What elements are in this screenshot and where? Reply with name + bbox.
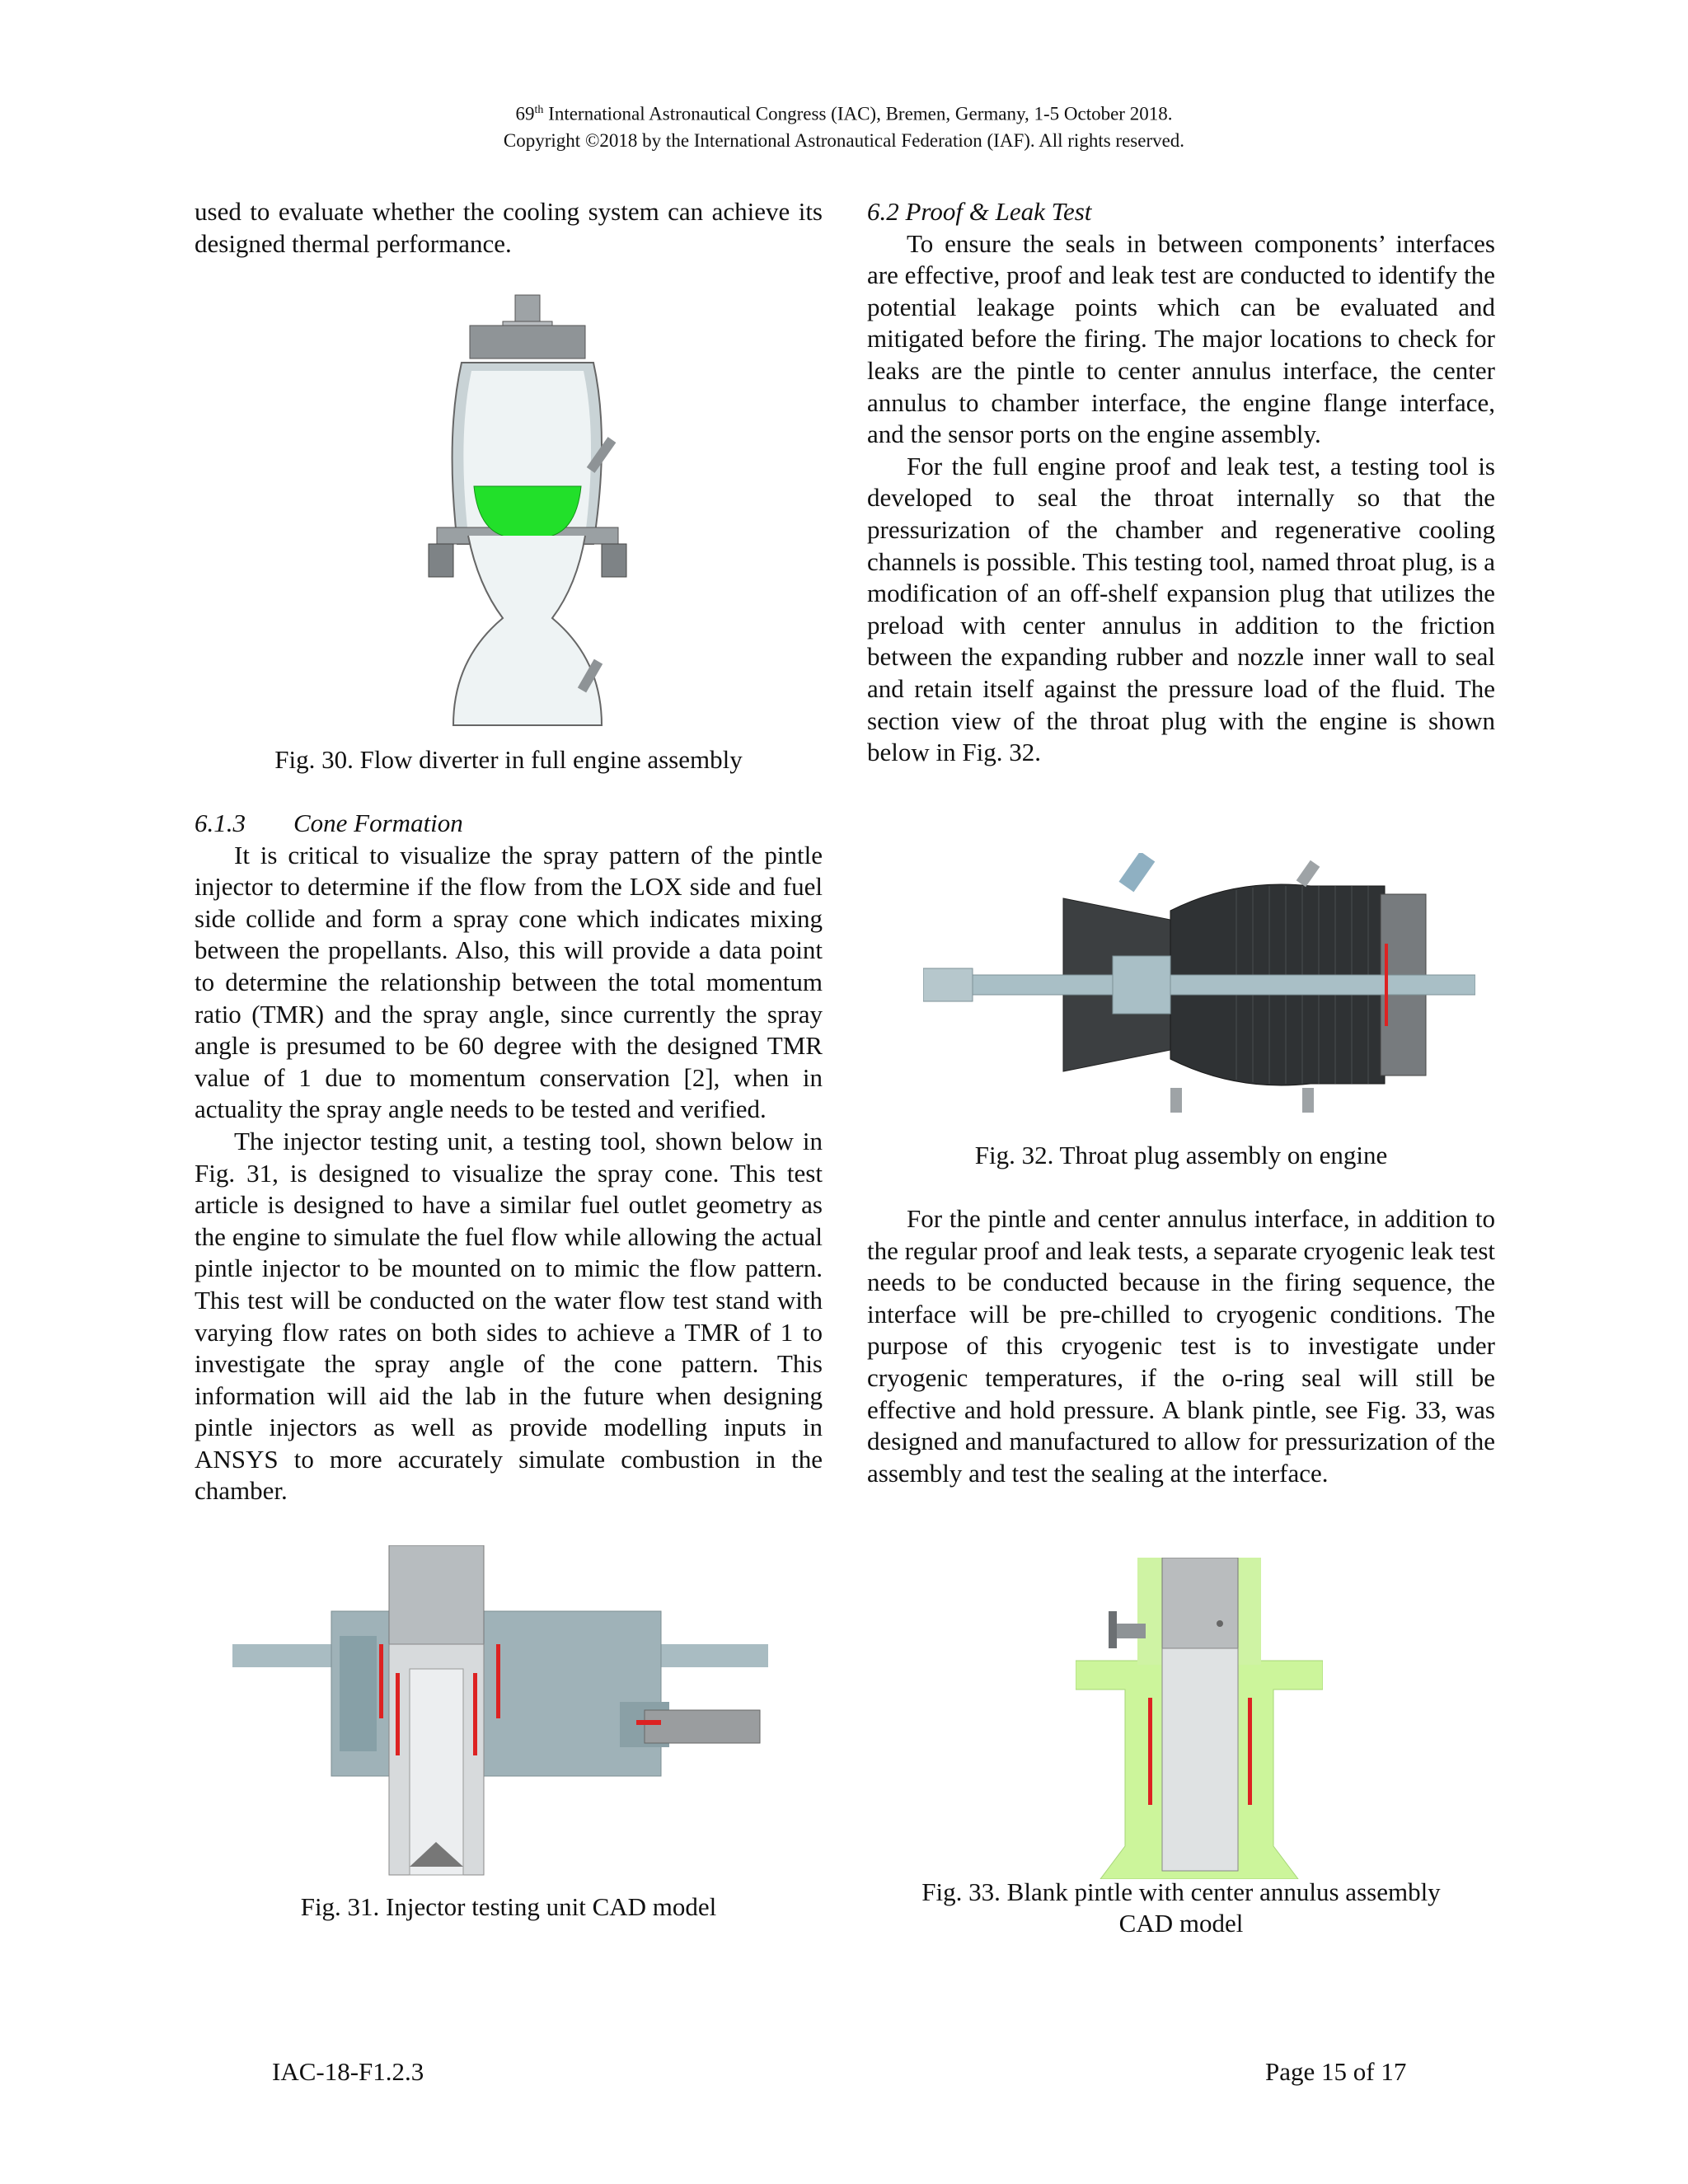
section-6-1-3 (195, 808, 823, 1507)
figure-33-caption-line-1: Fig. 33. Blank pintle with center annulus assembly (921, 1877, 1441, 1906)
figure-31-injector-testing-unit (232, 1545, 768, 1879)
section-6-2 (867, 196, 1495, 769)
figure-33-caption (867, 1877, 1495, 1939)
proof-leak-paragraph-2: For the full engine proof and leak test, a testing tool is developed to seal the throat internally so that the pressurization of the chamber and regenerative cooling channels is possible. This testing tool, named throat plug, is a modification of an off-shelf expansion plug that utilizes the preload with center annulus in addition to the friction between the expanding rubber and nozzle inner wall to seal and retain itself against the pressure load of the fluid. The section view of the throat plug with the engine is shown below in Fig. 32. (867, 451, 1495, 767)
left-intro-block (195, 196, 823, 260)
footer-page-number: Page 15 of 17 (1265, 2057, 1407, 2086)
header-copyright-line: Copyright ©2018 by the International Astronautical Federation (IAF). All rights reserved. (503, 129, 1185, 151)
footer-paper-id: IAC-18-F1.2.3 (272, 2057, 424, 2086)
figure-31-caption: Fig. 31. Injector testing unit CAD model (300, 1892, 717, 1921)
page-header (0, 97, 1688, 154)
intro-paragraph: used to evaluate whether the cooling system can achieve its designed thermal performance. (195, 197, 823, 258)
cone-formation-paragraph-2: The injector testing unit, a testing tool, shown below in Fig. 31, is designed to visualize the spray cone. This test article is designed to have a similar fuel outlet geometry as the engine to simulate the fuel flow while allowing the actual pintle injector to be mounted on to mimic the flow pattern. This test will be conducted on the water flow test stand with varying flow rates on both sides to achieve a TMR of 1 to investigate the spray angle of the cone pattern. This information will aid the lab in the future when designing pintle injectors as well as provide modelling inputs in ANSYS to more accurately simulate combustion in the chamber. (195, 1126, 823, 1506)
cone-formation-paragraph-1: It is critical to visualize the spray pattern of the pintle injector to determine if the flow from the LOX side and fuel side collide and form a spray cone which indicates mixing between the propellants. Also, this will provide a data point to determine the relationship between the total momentum ratio (TMR) and the spray angle, since currently the spray angle is presumed to be 60 degree with the designed TMR value of 1 due to momentum conservation [2], when in actuality the spray angle needs to be tested and verified. (195, 840, 823, 1124)
figure-33-caption-line-2: CAD model (1118, 1909, 1244, 1938)
section-number: 6.1.3 (195, 808, 246, 837)
proof-leak-paragraph-1: To ensure the seals in between components’ interfaces are effective, proof and leak test are conducted to identify the potential leakage points which can be evaluated and mitigated before the firing. The major locations to check for leaks are the pintle to center annulus interface, the center annulus to chamber interface, the engine flange interface, and the sensor ports on the engine assembly. (867, 228, 1495, 449)
figure-32-caption: Fig. 32. Throat plug assembly on engine (974, 1141, 1388, 1169)
header-conference-line: 69th International Astronautical Congress (IAC), Bremen, Germany, 1-5 October 2018. (515, 103, 1173, 124)
figure-32-throat-plug-assembly (923, 853, 1475, 1117)
right-cryogenic-block (867, 1203, 1495, 1489)
figure-33-blank-pintle (1076, 1558, 1323, 1879)
figure-30-caption: Fig. 30. Flow diverter in full engine assembly (274, 745, 743, 774)
section-title: Cone Formation (293, 808, 463, 837)
figure-30-flow-diverter (420, 288, 635, 738)
section-heading-6-2: 6.2 Proof & Leak Test (867, 197, 1092, 226)
cryogenic-paragraph: For the pintle and center annulus interface, in addition to the regular proof and leak tests, a separate cryogenic leak test needs to be conducted because in the firing sequence, the interface will be pre-chilled to cryogenic conditions. The purpose of this cryogenic test is to investigate under cryogenic temperatures, if the o-ring seal will still be effective and hold pressure. A blank pintle, see Fig. 33, was designed and manufactured to allow for pressurization of the assembly and test the sealing at the interface. (867, 1204, 1495, 1488)
section-heading-6-1-3 (195, 808, 823, 840)
